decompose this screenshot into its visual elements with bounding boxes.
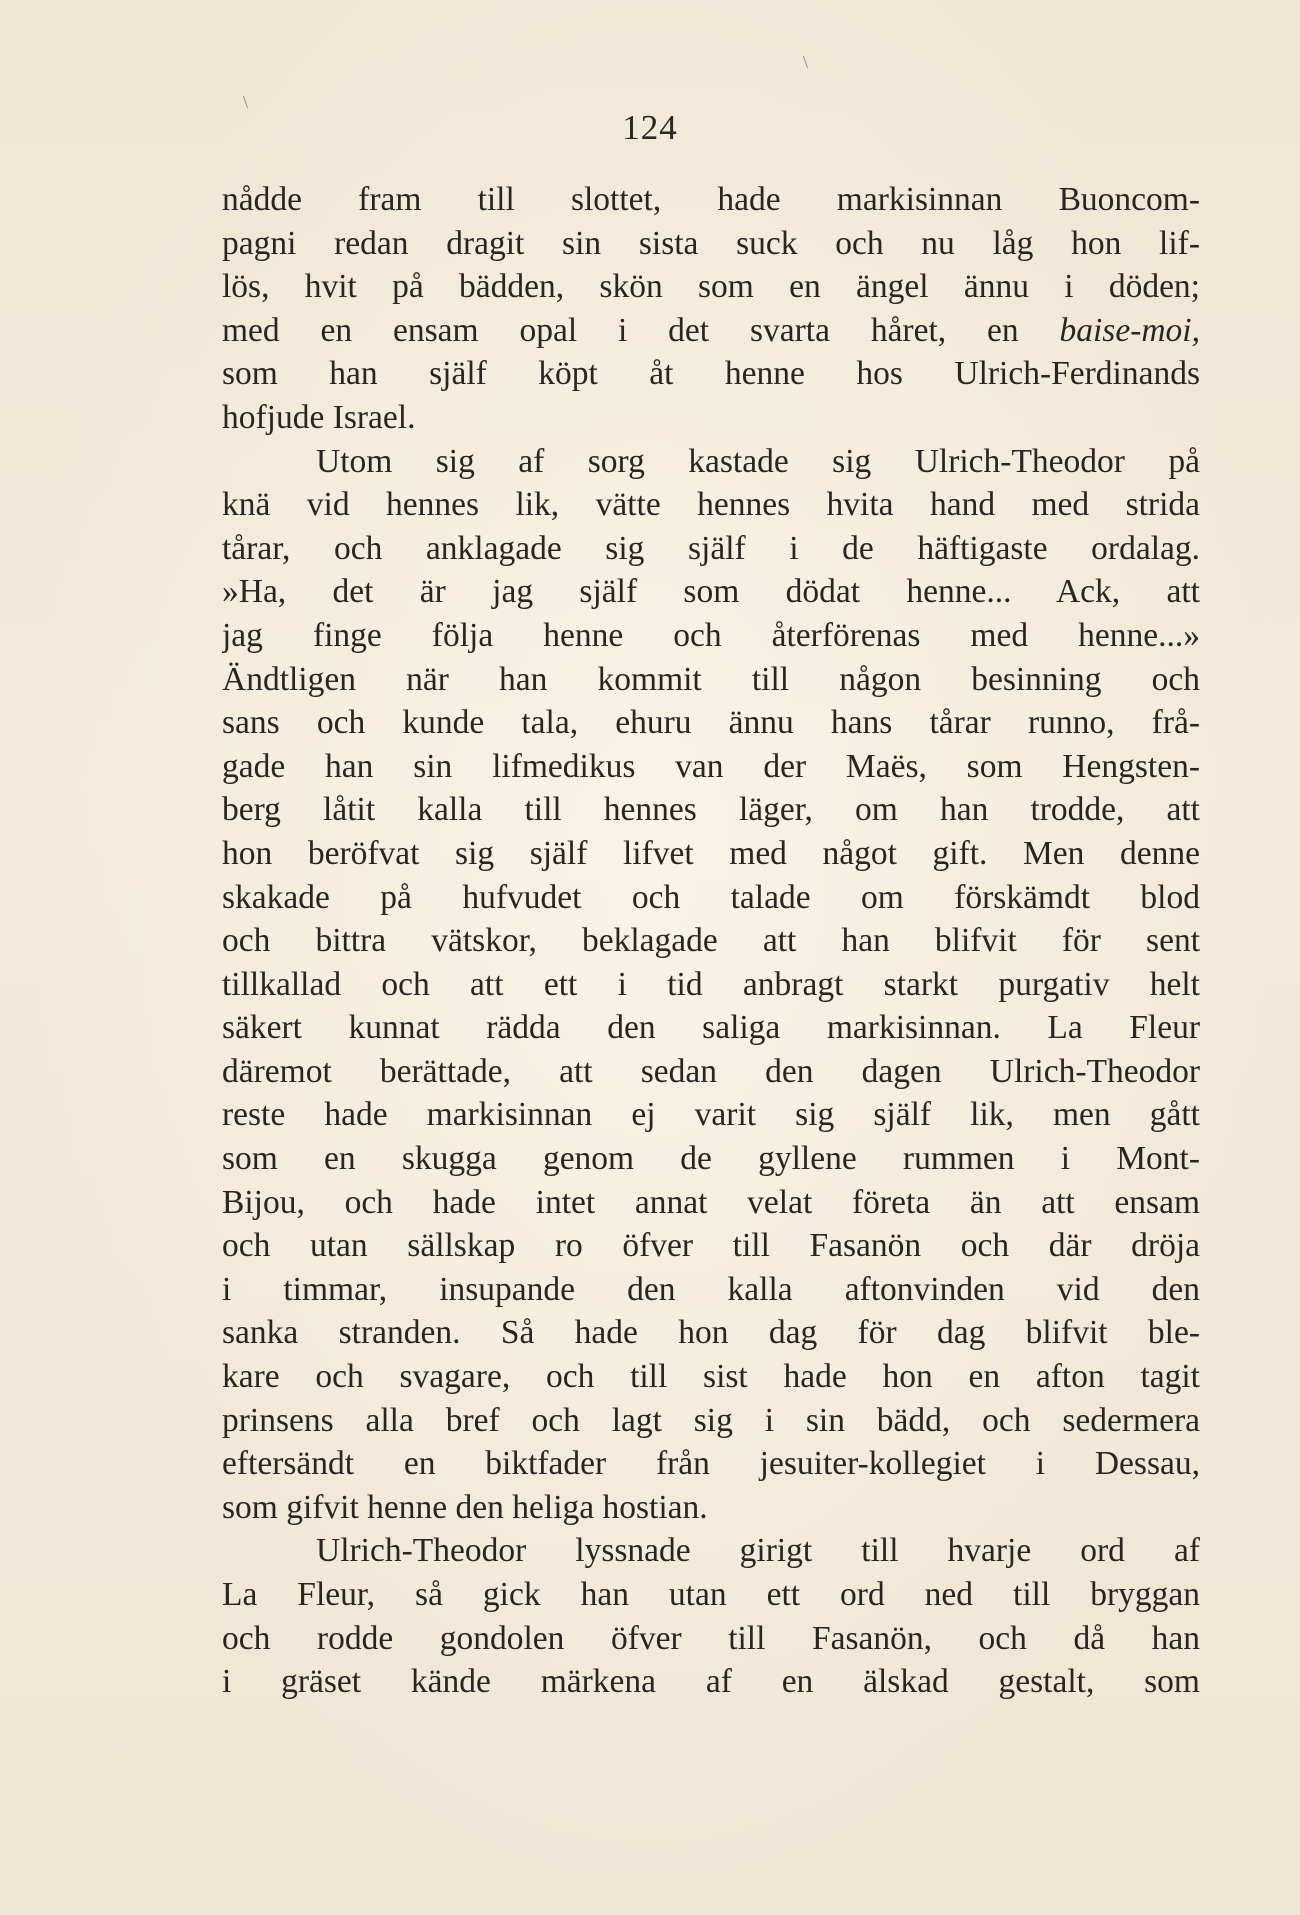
text-line: i gräset kände märkena af en älskad gestalt, som [222, 1663, 1200, 1701]
body-text [222, 178, 1200, 1704]
text-line: med en ensam opal i det svarta håret, en baise-moi, [222, 311, 1200, 349]
paragraph [222, 440, 1200, 1530]
text-line: i timmar, insupande den kalla aftonvinden vid den [222, 1270, 1200, 1308]
text-line: hon beröfvat sig själf lifvet med något gift. Men denne [222, 834, 1200, 872]
text-line: säkert kunnat rädda den saliga markisinnan. La Fleur [222, 1009, 1200, 1047]
text-line: sans och kunde tala, ehuru ännu hans tårar runno, frå- [222, 704, 1200, 742]
text-line: gade han sin lifmedikus van der Maës, som Hengsten- [222, 747, 1200, 785]
text-line: pagni redan dragit sin sista suck och nu låg hon lif- [222, 224, 1200, 262]
text-line: jag finge följa henne och återförenas med henne...» [222, 616, 1200, 654]
text-line: och utan sällskap ro öfver till Fasanön och där dröja [222, 1227, 1200, 1265]
text-line: berg låtit kalla till hennes läger, om han trodde, att [222, 791, 1200, 829]
paragraph [222, 178, 1200, 440]
page-number: 124 [622, 108, 678, 147]
text-line: hofjude Israel. [222, 398, 416, 436]
text-line: Bijou, och hade intet annat velat företa än att ensam [222, 1183, 1200, 1221]
text-line: La Fleur, så gick han utan ett ord ned till bryggan [222, 1576, 1200, 1613]
text-line: Utom sig af sorg kastade sig Ulrich-Theodor på [316, 442, 1200, 480]
text-line: och rodde gondolen öfver till Fasanön, och då han [222, 1619, 1200, 1657]
stray-mark: \ [243, 92, 249, 112]
text-line: eftersändt en biktfader från jesuiter-kollegiet i Dessau, [222, 1445, 1200, 1483]
text-line: knä vid hennes lik, vätte hennes hvita hand med strida [222, 486, 1200, 524]
text-line: som han själf köpt åt henne hos Ulrich-Ferdinands [222, 355, 1200, 393]
text-line: Ulrich-Theodor lyssnade girigt till hvarje ord af [316, 1532, 1200, 1570]
text-line: »Ha, det är jag själf som dödat henne... Ack, att [222, 573, 1200, 611]
text-line: och bittra vätskor, beklagade att han blifvit för sent [222, 922, 1200, 960]
paragraph [222, 1529, 1200, 1703]
text-line: sanka stranden. Så hade hon dag för dag blifvit ble- [222, 1314, 1200, 1352]
text-line: däremot berättade, att sedan den dagen Ulrich-Theodor [222, 1052, 1200, 1090]
text-line: skakade på hufvudet och talade om förskämdt blod [222, 878, 1200, 916]
text-line: tårar, och anklagade sig själf i de häftigaste ordalag. [222, 529, 1200, 567]
text-line: Ändtligen när han kommit till någon besinning och [222, 660, 1200, 698]
italic-phrase: baise-moi, [1059, 311, 1200, 349]
text-line: nådde fram till slottet, hade markisinnan Buoncom- [222, 181, 1200, 218]
text-line: lös, hvit på bädden, skön som en ängel ännu i döden; [222, 268, 1200, 306]
text-line: prinsens alla bref och lagt sig i sin bädd, och sedermera [222, 1401, 1200, 1439]
text-line: som gifvit henne den heliga hostian. [222, 1488, 708, 1526]
text-line: som en skugga genom de gyllene rummen i Mont- [222, 1140, 1200, 1178]
text-line: kare och svagare, och till sist hade hon en afton tagit [222, 1358, 1200, 1396]
text-line: reste hade markisinnan ej varit sig själf lik, men gått [222, 1096, 1200, 1134]
text-line: tillkallad och att ett i tid anbragt starkt purgativ helt [222, 965, 1200, 1003]
stray-mark: \ [803, 52, 809, 72]
